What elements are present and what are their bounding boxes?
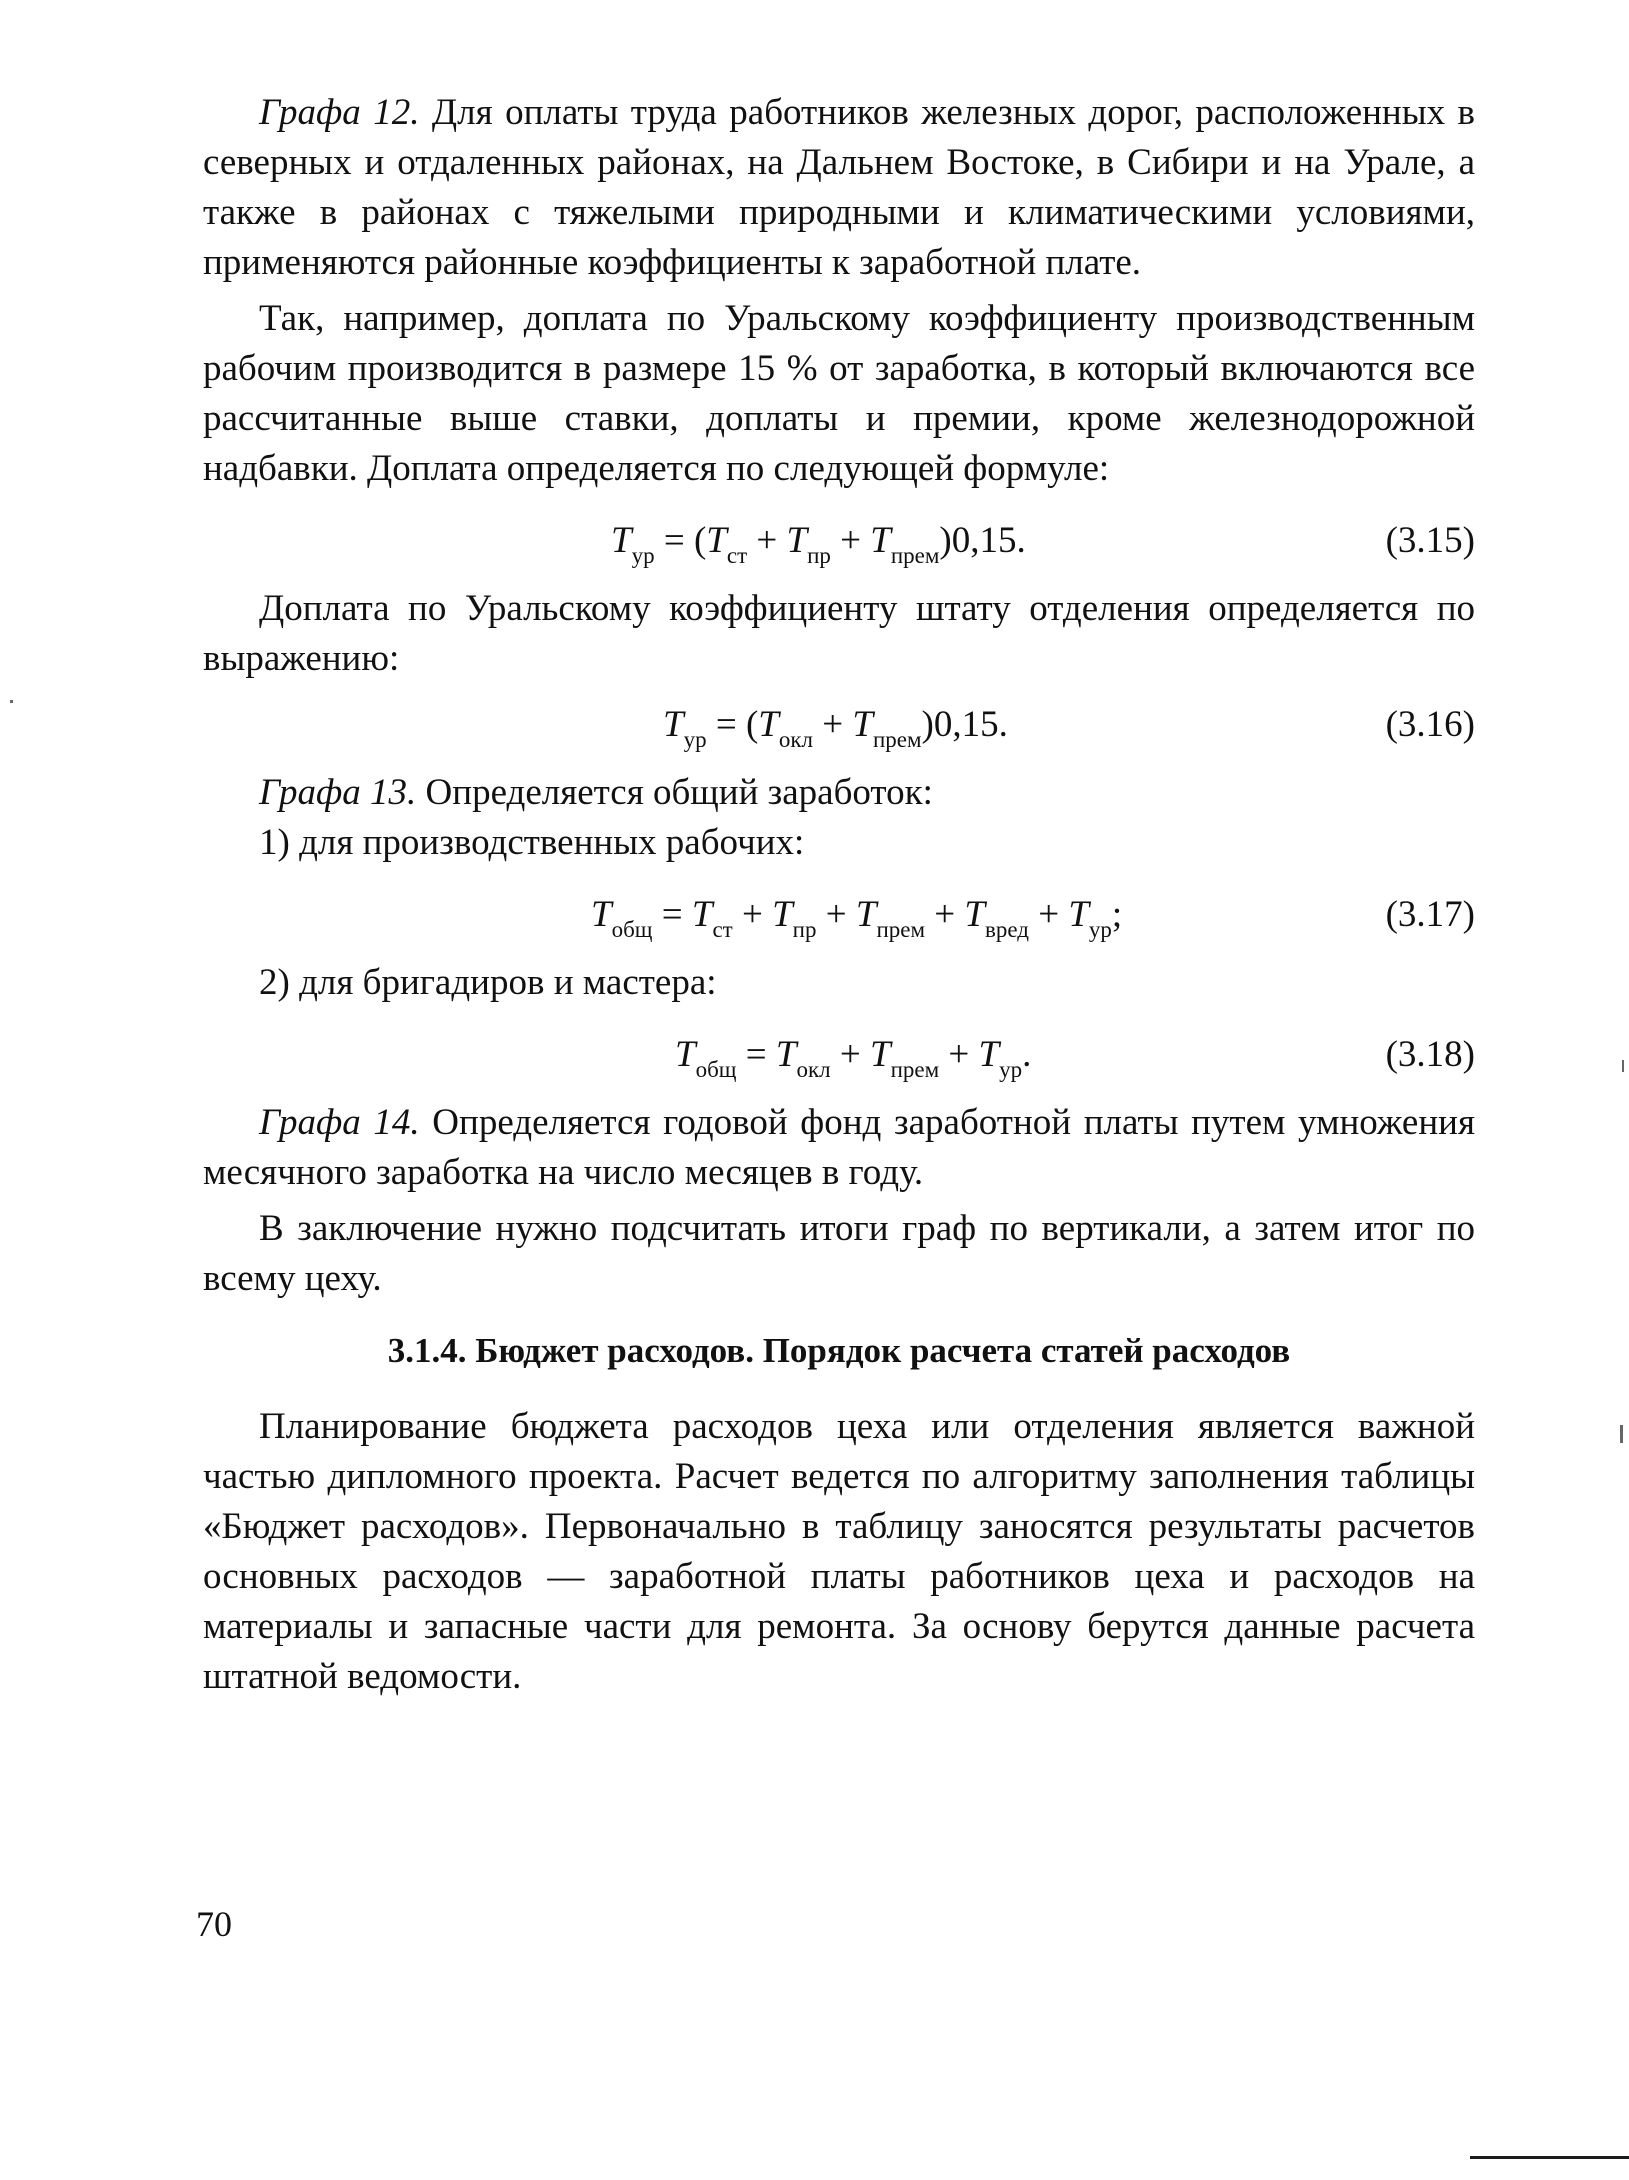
formula-number: (3.17) [1385,894,1475,935]
formula-expression: $T_{общ} = T_{окл} + T_{прем} + T_{ур}$. [675,1034,1032,1082]
paragraph-text: Определяется годовой фонд заработной платы путем умножения месячного заработка на число месяцев в году. [203,1102,1475,1193]
paragraph-grafa-14 [203,1098,1475,1198]
formula-number: (3.16) [1385,704,1475,745]
paragraph-department-staff: Доплата по Уральскому коэффициенту штату отделения определяется по выражению: [203,588,1475,679]
paragraph-text: Определяется общий заработок: [416,772,933,813]
list-item-foremen: 2) для бригадиров и мастера: [259,962,717,1003]
page-number: 70 [196,1904,232,1944]
formula-number: (3.18) [1385,1034,1475,1075]
formula-number: (3.15) [1385,520,1475,561]
page-body [203,88,1475,1702]
formula-3-18 [203,1030,1475,1098]
paragraph-budget-planning: Планирование бюджета расходов цеха или отделения является важной частью дипломного проекта. Расчет ведется по алгоритму заполнения таблицы «Бюджет расходов». Первоначально в таблицу заносятся результаты расчетов основных расходов — заработной платы работников цеха и расходов на материалы и запасные части для ремонта. За основу берутся данные расчета штатной ведомости. [203,1406,1475,1697]
paragraph-text: Для оплаты труда работников железных дорог, расположенных в северных и отдаленных районах, на Дальнем Востоке, в Сибири и на Урале, а также в районах с тяжелыми природными и климатическими условиями, применяются районные коэффициенты к заработной плате. [203,92,1475,283]
formula-3-15 [203,516,1475,584]
paragraph-grafa-13 [203,768,1475,818]
section-heading: 3.1.4. Бюджет расходов. Порядок расчета статей расходов [387,1331,1291,1370]
formula-3-17 [203,890,1475,958]
paragraph-lead: Графа 12. [259,92,420,133]
paragraph-conclusion: В заключение нужно подсчитать итоги граф по вертикали, а затем итог по всему цеху. [203,1208,1475,1299]
paragraph-lead: Графа 13. [259,772,417,813]
scan-speck [10,700,13,703]
scan-edge-line [1470,2156,1629,2159]
formula-3-16 [203,700,1475,768]
paragraph-ural-coefficient: Так, например, доплата по Уральскому коэффициенту производственным рабочим производится в размере 15 % от заработка, в который включаются все рассчитанные выше ставки, доплаты и премии, кроме железнодорожной надбавки. Доплата определяется по следующей формуле: [203,298,1475,489]
list-item-production-workers: 1) для производственных рабочих: [259,822,805,863]
paragraph-grafa-12 [203,88,1475,288]
paragraph-lead: Графа 14. [259,1102,420,1143]
formula-expression: $T_{ур} = (T_{окл} + T_{прем})0,15$. [663,704,1008,752]
formula-expression: $T_{общ} = T_{ст} + T_{пр} + T_{прем} + T_{вред} + T_{ур}$; [591,894,1123,942]
formula-expression: $T_{ур} = (T_{ст} + T_{пр} + T_{прем})0,15$. [611,520,1026,568]
scan-speck [1620,1425,1623,1443]
scan-speck [1622,1060,1624,1072]
